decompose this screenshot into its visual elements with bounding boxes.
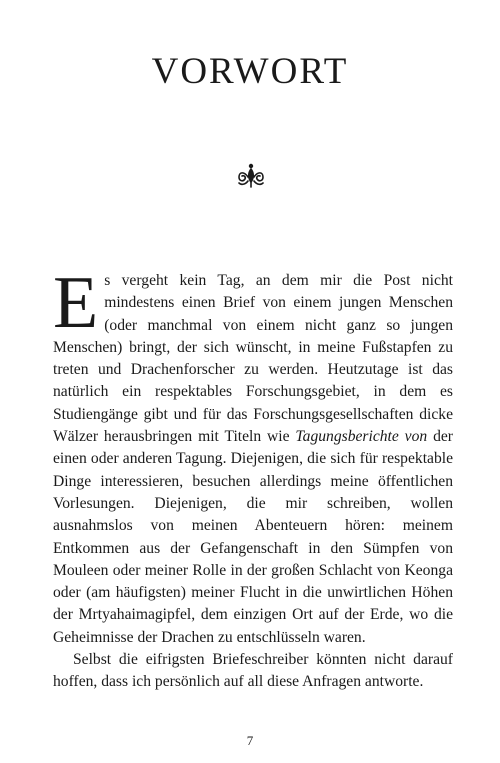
fleuron-ornament-icon <box>236 163 266 191</box>
drop-cap: E <box>53 262 99 344</box>
body-text <box>53 262 453 694</box>
paragraph-2: Selbst die eifrigsten Briefeschreiber könnten nicht darauf hoffen, dass ich persönlich auf all diese Anfragen antworte. <box>53 651 453 691</box>
paragraph-1-italic-title: Tagungsberichte von <box>295 428 428 446</box>
page-title: VORWORT <box>151 51 349 92</box>
paragraph-1 <box>53 262 453 649</box>
paragraph-1-text-b: der einen oder anderen Tagung. Diejenigen, die sich für respektable Dinge interessieren, besuchen allerdings meine öffentlichen Vorlesungen. Diejenigen, die mir schreiben, wollen ausnahmslos von meinen Abenteuern hören: meinem Entkommen aus der Gefangenschaft in den Sümpfen von Mouleen oder meiner Rolle in der großen Schlacht von Keonga oder (am häufigsten) meiner Flucht in die unwirtlichen Höhen der Mrtyahaimagipfel, dem einzigen Ort auf der Erde, wo die Geheimnisse der Drachen zu entschlüsseln waren. <box>53 428 453 646</box>
page-number: 7 <box>246 733 254 748</box>
paragraph-1-text-a: s vergeht kein Tag, an dem mir die Post nicht mindestens einen Brief von einem jungen Menschen (oder manchmal von einem nicht ganz so jungen Menschen) bringt, der sich wünscht, in meine Fußstapfen zu treten und Drachenforscher zu werden. Heutzutage ist das natürlich ein respektables Forschungsgebiet, in dem es Studiengänge gibt und für das Forschungsgesellschaften dicke Wälzer herausbringen mit Titeln wie <box>53 272 453 446</box>
